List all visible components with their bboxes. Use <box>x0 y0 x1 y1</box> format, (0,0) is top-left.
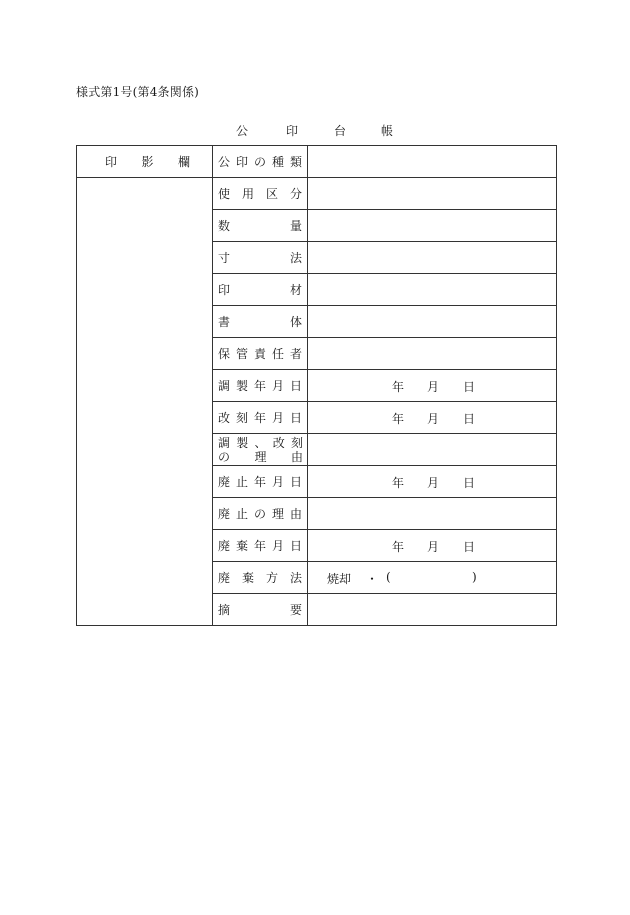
label-char: 材 <box>289 283 302 297</box>
label-char: 管 <box>235 347 248 361</box>
row-value[interactable] <box>308 306 557 338</box>
label-char: 日 <box>289 539 302 553</box>
label-char: 月 <box>271 379 284 393</box>
row-label <box>213 178 308 210</box>
label-char: 要 <box>289 603 302 617</box>
row-label <box>213 274 308 306</box>
row-label <box>213 210 308 242</box>
label-char: 分 <box>289 187 302 201</box>
row-value[interactable] <box>308 146 557 178</box>
table-row <box>77 146 557 178</box>
label-char: 数 <box>218 219 231 233</box>
label-char: 用 <box>241 187 254 201</box>
label-char: 月 <box>271 539 284 553</box>
date-field[interactable] <box>308 466 557 498</box>
label-char: の <box>253 507 266 521</box>
document-title <box>0 122 630 138</box>
row-label <box>213 466 308 498</box>
label-char: 理 <box>271 507 284 521</box>
label-char: 調 <box>218 436 231 450</box>
label-char: 改 <box>218 411 231 425</box>
row-value[interactable] <box>308 274 557 306</box>
label-char: 者 <box>289 347 302 361</box>
label-char: 製 <box>236 436 249 450</box>
label-char: 棄 <box>235 539 248 553</box>
date-unit-year: 年 <box>392 476 405 490</box>
row-value[interactable] <box>308 498 557 530</box>
label-char: 廃 <box>218 507 231 521</box>
row-label <box>213 530 308 562</box>
date-unit-day: 日 <box>463 540 476 554</box>
label-char: 止 <box>235 475 248 489</box>
label-char: 月 <box>271 411 284 425</box>
table-row <box>77 178 557 210</box>
date-field[interactable] <box>308 530 557 562</box>
label-char: 印 <box>218 283 231 297</box>
label-char: 棄 <box>241 571 254 585</box>
date-unit-day: 日 <box>463 380 476 394</box>
label-char: 類 <box>289 155 302 169</box>
header-char: 欄 <box>177 155 190 169</box>
row-label <box>213 306 308 338</box>
row-label <box>213 402 308 434</box>
date-unit-day: 日 <box>463 476 476 490</box>
header-char: 印 <box>105 155 118 169</box>
label-char: 書 <box>218 315 231 329</box>
label-char: 使 <box>218 187 231 201</box>
date-unit-month: 月 <box>427 476 440 490</box>
date-field[interactable] <box>308 370 557 402</box>
label-char: 公 <box>218 155 231 169</box>
label-char: 廃 <box>218 571 231 585</box>
row-label <box>213 146 308 178</box>
label-char: 月 <box>271 475 284 489</box>
title-char: 印 <box>286 124 299 138</box>
row-label <box>213 370 308 402</box>
label-char: 日 <box>289 475 302 489</box>
date-unit-month: 月 <box>427 540 440 554</box>
label-char: 日 <box>289 411 302 425</box>
label-char: 年 <box>253 475 266 489</box>
label-char: 任 <box>271 347 284 361</box>
row-label <box>213 434 308 466</box>
label-char: 責 <box>253 347 266 361</box>
impression-column-header <box>77 146 213 178</box>
row-value[interactable] <box>308 242 557 274</box>
label-char: 量 <box>289 219 302 233</box>
label-char: 摘 <box>218 603 231 617</box>
row-label <box>213 242 308 274</box>
date-unit-day: 日 <box>463 412 476 426</box>
label-char: 区 <box>265 187 278 201</box>
label-char: 日 <box>289 379 302 393</box>
date-unit-month: 月 <box>427 380 440 394</box>
label-char: 体 <box>289 315 302 329</box>
date-unit-month: 月 <box>427 412 440 426</box>
label-char: 製 <box>235 379 248 393</box>
title-char: 台 <box>334 124 347 138</box>
label-char: 由 <box>289 507 302 521</box>
separator: ・ <box>366 572 379 586</box>
seal-impression-area[interactable] <box>77 178 213 626</box>
title-char: 公 <box>236 124 249 138</box>
label-char: 廃 <box>218 475 231 489</box>
paren-close: ) <box>472 570 477 584</box>
label-char: 法 <box>289 251 302 265</box>
disposal-method-field[interactable] <box>308 562 557 594</box>
date-field[interactable] <box>308 402 557 434</box>
label-char: 理 <box>254 450 267 464</box>
label-char: 刻 <box>235 411 248 425</box>
row-value[interactable] <box>308 338 557 370</box>
label-char: 調 <box>218 379 231 393</box>
paren-open: ( <box>386 570 391 584</box>
row-value[interactable] <box>308 594 557 626</box>
row-label <box>213 338 308 370</box>
date-unit-year: 年 <box>392 540 405 554</box>
label-char: 止 <box>235 507 248 521</box>
label-char: 年 <box>253 539 266 553</box>
title-char: 帳 <box>381 124 394 138</box>
header-char: 影 <box>141 155 154 169</box>
row-value[interactable] <box>308 178 557 210</box>
label-char: 保 <box>218 347 231 361</box>
label-char: 年 <box>253 379 266 393</box>
label-char: の <box>253 155 266 169</box>
form-number: 様式第1号(第4条関係) <box>76 85 200 99</box>
label-char: 廃 <box>218 539 231 553</box>
label-char: 寸 <box>218 251 231 265</box>
row-value[interactable] <box>308 434 557 466</box>
label-char: 刻 <box>290 436 303 450</box>
label-char: 方 <box>265 571 278 585</box>
label-char: 法 <box>289 571 302 585</box>
row-label <box>213 594 308 626</box>
label-char: 由 <box>290 450 303 464</box>
label-char: 改 <box>272 436 285 450</box>
seal-ledger-table <box>76 145 557 626</box>
label-char: 年 <box>253 411 266 425</box>
row-value[interactable] <box>308 210 557 242</box>
date-unit-year: 年 <box>392 412 405 426</box>
row-label <box>213 498 308 530</box>
disposal-option-incineration: 焼却 <box>327 572 352 586</box>
row-label <box>213 562 308 594</box>
date-unit-year: 年 <box>392 380 405 394</box>
label-char: 、 <box>254 436 267 450</box>
label-char: 種 <box>271 155 284 169</box>
label-char: 印 <box>235 155 248 169</box>
label-char: の <box>218 450 231 464</box>
